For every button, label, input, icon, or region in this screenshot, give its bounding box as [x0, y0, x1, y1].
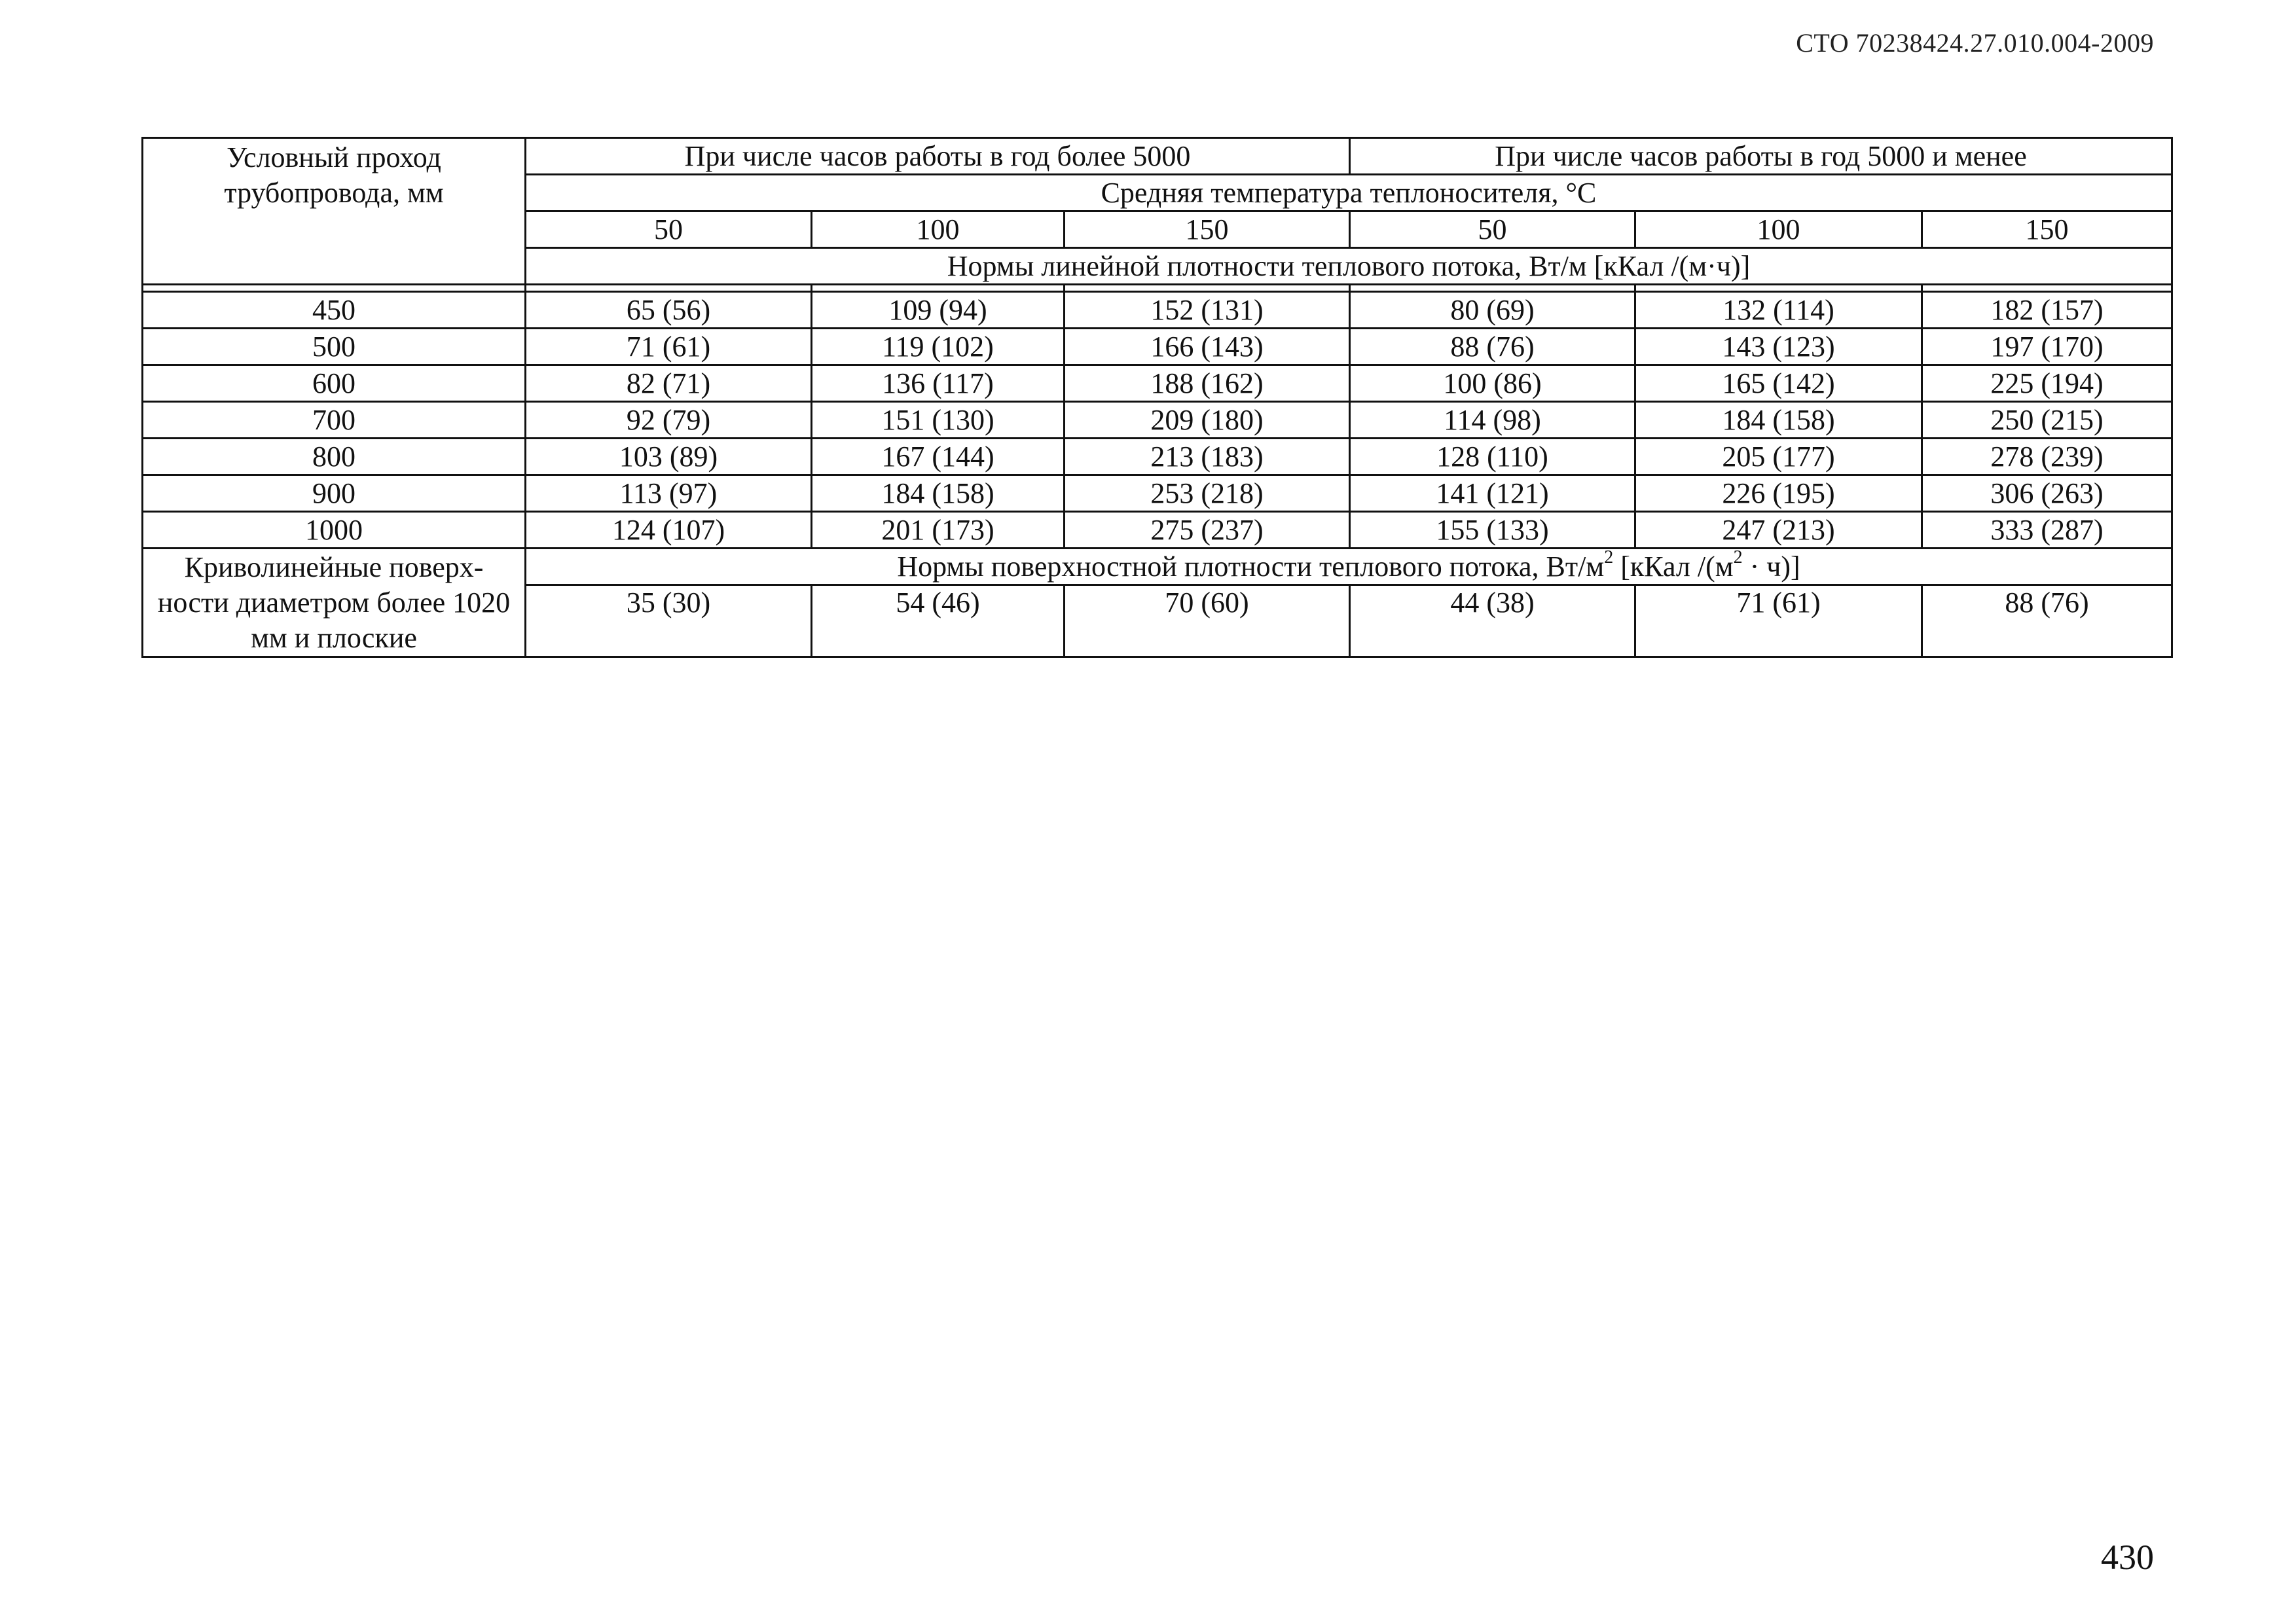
heat-flux-norms-table: [141, 137, 2173, 658]
table-cell: 113 (97): [526, 475, 812, 512]
nominal-diameter: 700: [143, 402, 526, 439]
surface-norms-label: Нормы поверхностной плотности теплового потока, $Вт/м^2$ [кКал $/(м^2 \cdot ч)$]: [526, 549, 2172, 585]
temperature-label: Средняя температура теплоносителя, °С: [526, 175, 2172, 211]
temp-header: 150: [1922, 211, 2172, 248]
table-cell: 82 (71): [526, 365, 812, 402]
table-cell: 103 (89): [526, 439, 812, 475]
table-cell: 278 (239): [1922, 439, 2172, 475]
surface-row-label: Криволинейные поверх-ности диаметром более 1020 мм и плоские: [157, 550, 511, 654]
table-cell: 109 (94): [812, 292, 1065, 329]
table-cell: 54 (46): [812, 585, 1065, 657]
table-cell: 182 (157): [1922, 292, 2172, 329]
table-cell: 275 (237): [1065, 512, 1350, 549]
table-cell: 132 (114): [1635, 292, 1922, 329]
table-cell: 201 (173): [812, 512, 1065, 549]
nominal-diameter: 450: [143, 292, 526, 329]
table-cell: 35 (30): [526, 585, 812, 657]
nominal-diameter: 600: [143, 365, 526, 402]
table-cell: 128 (110): [1350, 439, 1635, 475]
table-cell: 65 (56): [526, 292, 812, 329]
table-cell: 80 (69): [1350, 292, 1635, 329]
corner-label-cell: [143, 138, 526, 285]
table-cell: 250 (215): [1922, 402, 2172, 439]
table-cell: 92 (79): [526, 402, 812, 439]
table-cell: 306 (263): [1922, 475, 2172, 512]
table-cell: 225 (194): [1922, 365, 2172, 402]
page-number: 430: [2101, 1538, 2154, 1577]
table-row: [143, 402, 2172, 439]
table-cell: 205 (177): [1635, 439, 1922, 475]
table-cell: 141 (121): [1350, 475, 1635, 512]
table-cell: 71 (61): [1635, 585, 1922, 657]
table-cell: 44 (38): [1350, 585, 1635, 657]
table-cell: 143 (123): [1635, 329, 1922, 365]
table-cell: 70 (60): [1065, 585, 1350, 657]
document-code: СТО 70238424.27.010.004-2009: [1796, 28, 2154, 58]
linear-norms-label: Нормы линейной плотности теплового потока, Вт/м [кКал /(м·ч)]: [526, 248, 2172, 285]
table-cell: 184 (158): [1635, 402, 1922, 439]
table-cell: 71 (61): [526, 329, 812, 365]
temp-header: 100: [1635, 211, 1922, 248]
temp-header: 150: [1065, 211, 1350, 248]
table-row: [143, 475, 2172, 512]
table-cell: 136 (117): [812, 365, 1065, 402]
temp-header: 100: [812, 211, 1065, 248]
table-cell: 151 (130): [812, 402, 1065, 439]
table-cell: 166 (143): [1065, 329, 1350, 365]
surface-norms-header-row: [143, 549, 2172, 585]
table-cell: 226 (195): [1635, 475, 1922, 512]
table-cell: 88 (76): [1350, 329, 1635, 365]
table-row: [143, 292, 2172, 329]
nominal-diameter: 900: [143, 475, 526, 512]
table-row: [143, 329, 2172, 365]
nominal-diameter: 800: [143, 439, 526, 475]
table-cell: 152 (131): [1065, 292, 1350, 329]
table-cell: 119 (102): [812, 329, 1065, 365]
nominal-diameter: 500: [143, 329, 526, 365]
table-cell: 167 (144): [812, 439, 1065, 475]
table-row: [143, 365, 2172, 402]
table-cell: 100 (86): [1350, 365, 1635, 402]
table-row: [143, 439, 2172, 475]
table-cell: 114 (98): [1350, 402, 1635, 439]
table-cell: 247 (213): [1635, 512, 1922, 549]
group-more-5000: При числе часов работы в год более 5000: [526, 138, 1350, 175]
table-cell: 209 (180): [1065, 402, 1350, 439]
table-cell: 184 (158): [812, 475, 1065, 512]
table-cell: 213 (183): [1065, 439, 1350, 475]
nominal-diameter: 1000: [143, 512, 526, 549]
header-row-groups: [143, 138, 2172, 175]
table-cell: 124 (107): [526, 512, 812, 549]
group-5000-or-less: При числе часов работы в год 5000 и менее: [1350, 138, 2172, 175]
surface-row-label-cell: [143, 549, 526, 657]
table-cell: 197 (170): [1922, 329, 2172, 365]
table-row: [143, 512, 2172, 549]
table-cell: 155 (133): [1350, 512, 1635, 549]
table-cell: 253 (218): [1065, 475, 1350, 512]
table-cell: 88 (76): [1922, 585, 2172, 657]
table-cell: 333 (287): [1922, 512, 2172, 549]
table-cell: 188 (162): [1065, 365, 1350, 402]
temp-header: 50: [1350, 211, 1635, 248]
temp-header: 50: [526, 211, 812, 248]
corner-label: Условный проход трубопровода, мм: [224, 141, 444, 209]
separator-row: [143, 285, 2172, 292]
table-cell: 165 (142): [1635, 365, 1922, 402]
